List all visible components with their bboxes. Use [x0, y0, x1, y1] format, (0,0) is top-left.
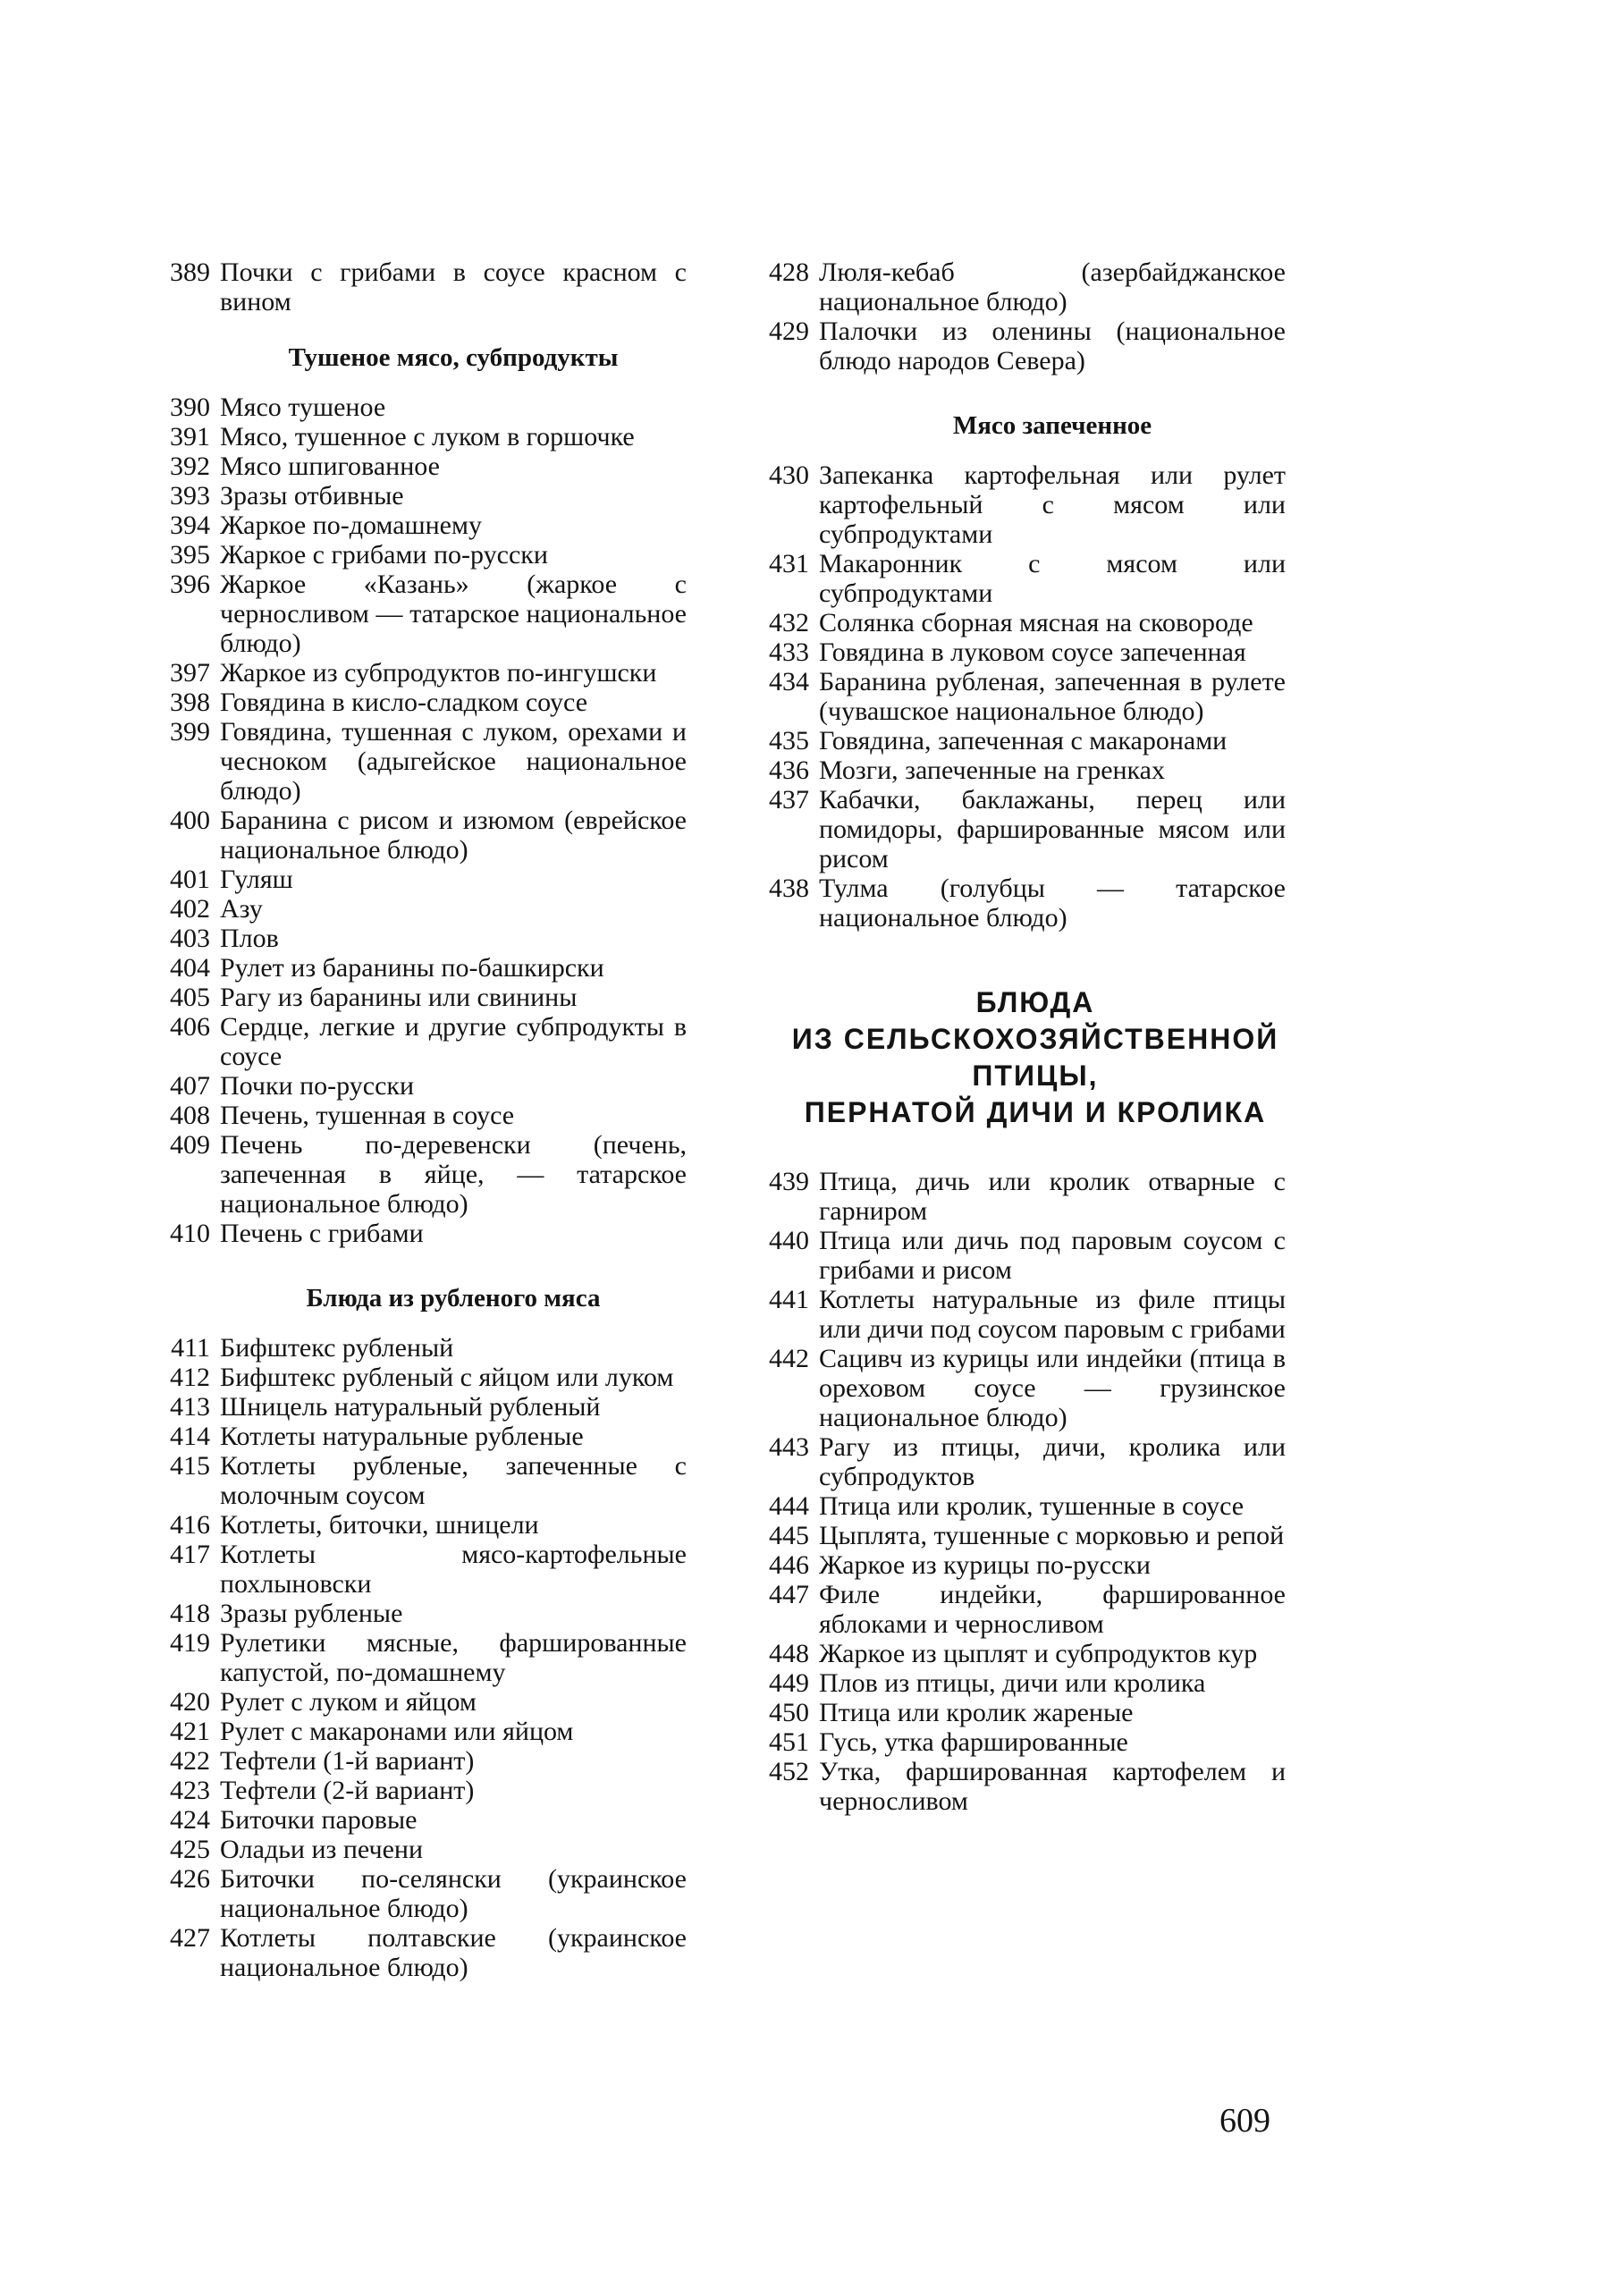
menu-entry — [150, 1392, 687, 1422]
entry-number: 442 — [769, 1344, 809, 1373]
menu-entry — [749, 1491, 1286, 1521]
entry-number: 448 — [769, 1639, 809, 1668]
entry-text: Гуляш — [220, 865, 293, 894]
menu-entry — [150, 1071, 687, 1101]
entry-text: Печень по-деревенски (печень, запеченная в яйце, — татарское национальное блюдо) — [220, 1130, 687, 1219]
menu-entry — [749, 608, 1286, 637]
menu-entry — [150, 1130, 687, 1219]
entry-number: 415 — [170, 1451, 210, 1481]
entry-number: 404 — [170, 953, 210, 983]
menu-entry — [749, 1550, 1286, 1580]
chapter-heading-line: ИЗ СЕЛЬСКОХОЗЯЙСТВЕННОЙ — [791, 1023, 1279, 1055]
menu-entry — [150, 953, 687, 983]
entry-text: Плов — [220, 924, 279, 953]
menu-entry — [150, 1835, 687, 1864]
entry-text: Биточки по-селянски (украинское национальное блюдо) — [220, 1864, 687, 1923]
menu-entry — [749, 1580, 1286, 1639]
entry-number: 397 — [170, 658, 210, 688]
menu-entry — [749, 317, 1286, 376]
entry-text: Котлеты рубленые, запеченные с молочным соусом — [220, 1451, 687, 1510]
entry-text: Говядина в кисло-сладком соусе — [220, 688, 588, 717]
entry-number: 434 — [769, 667, 809, 696]
entry-text: Мясо, тушенное с луком в горшочке — [220, 422, 635, 452]
menu-entry — [150, 1101, 687, 1130]
entry-text: Жаркое из субпродуктов по-ингушски — [220, 658, 657, 688]
entry-text: Зразы отбивные — [220, 481, 404, 511]
menu-entry — [150, 865, 687, 894]
entry-number: 441 — [769, 1285, 809, 1314]
entry-text: Филе индейки, фаршированное яблоками и черносливом — [819, 1580, 1286, 1639]
menu-entry — [749, 1521, 1286, 1550]
menu-entry — [749, 1344, 1286, 1432]
menu-entry — [749, 874, 1286, 933]
menu-entry — [749, 1639, 1286, 1668]
entry-number: 403 — [170, 924, 210, 953]
entry-number: 423 — [170, 1776, 210, 1805]
entry-number: 427 — [170, 1923, 210, 1953]
menu-entry — [749, 1285, 1286, 1344]
entry-number: 392 — [170, 452, 210, 481]
menu-entry — [150, 452, 687, 481]
entry-text: Кабачки, баклажаны, перец или помидоры, фаршированные мясом или рисом — [819, 785, 1286, 874]
entry-number: 395 — [170, 540, 210, 570]
chapter-heading — [749, 984, 1286, 1131]
entry-text: Рулет из баранины по-башкирски — [220, 953, 604, 983]
menu-entry — [150, 1923, 687, 1982]
entry-number: 437 — [769, 785, 809, 815]
entry-text: Почки по-русски — [220, 1071, 415, 1101]
entry-number: 420 — [170, 1687, 210, 1717]
entry-text: Рулетики мясные, фаршированные капустой, по-домашнему — [220, 1628, 687, 1687]
menu-entry — [150, 1219, 687, 1248]
entry-number: 408 — [170, 1101, 210, 1130]
entry-text: Плов из птицы, дичи или кролика — [819, 1668, 1206, 1698]
entry-text: Тефтели (1-й вариант) — [220, 1746, 475, 1776]
entry-number: 394 — [170, 511, 210, 540]
entry-number: 409 — [170, 1130, 210, 1160]
menu-entry — [749, 1668, 1286, 1698]
entry-number: 426 — [170, 1864, 210, 1894]
entry-text: Печень, тушенная в соусе — [220, 1101, 515, 1130]
entry-text: Говядина, запеченная с макаронами — [819, 726, 1228, 755]
entry-number: 406 — [170, 1012, 210, 1042]
entry-number: 407 — [170, 1071, 210, 1101]
entry-text: Котлеты натуральные из филе птицы или дичи под соусом паровым с грибами — [819, 1285, 1286, 1344]
entry-text: Зразы рубленые — [220, 1599, 403, 1628]
menu-entry — [749, 460, 1286, 549]
entry-number: 436 — [769, 755, 809, 785]
entry-text: Жаркое из цыплят и субпродуктов кур — [819, 1639, 1258, 1668]
entry-text: Запеканка картофельная или рулет картофельный с мясом или субпродуктами — [819, 460, 1286, 549]
entry-number: 391 — [170, 422, 210, 452]
menu-entry — [150, 1363, 687, 1392]
entry-text: Жаркое по-домашнему — [220, 511, 482, 540]
entry-number: 430 — [769, 460, 809, 490]
entry-number: 418 — [170, 1599, 210, 1628]
menu-entry — [150, 540, 687, 570]
entry-text: Гусь, утка фаршированные — [819, 1727, 1128, 1757]
entry-number: 389 — [170, 257, 210, 287]
entry-number: 450 — [769, 1698, 809, 1727]
menu-entry — [749, 755, 1286, 785]
entry-number: 424 — [170, 1805, 210, 1835]
entry-number: 413 — [170, 1392, 210, 1422]
chapter-heading-line: БЛЮДА — [975, 986, 1095, 1018]
menu-entry — [150, 1510, 687, 1540]
menu-entry — [749, 637, 1286, 667]
menu-entry — [150, 1333, 687, 1363]
entry-number: 416 — [170, 1510, 210, 1540]
entry-text: Шницель натуральный рубленый — [220, 1392, 601, 1422]
entry-number: 411 — [171, 1333, 210, 1363]
menu-entry — [150, 806, 687, 865]
entry-number: 435 — [769, 726, 809, 755]
entry-text: Азу — [220, 894, 263, 924]
entry-number: 443 — [769, 1432, 809, 1462]
entry-text: Котлеты натуральные рубленые — [220, 1422, 584, 1451]
menu-entry — [150, 1717, 687, 1746]
menu-entry — [150, 422, 687, 452]
entry-number: 438 — [769, 874, 809, 903]
menu-entry — [749, 1432, 1286, 1491]
menu-entry — [749, 1757, 1286, 1816]
entry-text: Палочки из оленины (национальное блюдо народов Севера) — [819, 317, 1286, 376]
entry-text: Птица или кролик, тушенные в соусе — [819, 1491, 1245, 1521]
menu-entry — [150, 481, 687, 511]
menu-entry — [150, 511, 687, 540]
menu-entry — [749, 726, 1286, 755]
entry-text: Бифштекс рубленый с яйцом или луком — [220, 1363, 674, 1392]
entry-number: 412 — [170, 1363, 210, 1392]
menu-entry — [150, 1422, 687, 1451]
entry-text: Котлеты, биточки, шницели — [220, 1510, 539, 1540]
menu-entry — [150, 1451, 687, 1510]
menu-entry — [749, 667, 1286, 726]
menu-entry — [150, 688, 687, 717]
entry-text: Говядина, тушенная с луком, орехами и чесноком (адыгейское национальное блюдо) — [220, 717, 687, 806]
entry-number: 449 — [769, 1668, 809, 1698]
entry-number: 440 — [769, 1226, 809, 1255]
entry-number: 425 — [170, 1835, 210, 1864]
entry-text: Тулма (голубцы — татарское национальное блюдо) — [819, 874, 1286, 933]
entry-text: Баранина с рисом и изюмом (еврейское национальное блюдо) — [220, 806, 687, 865]
entry-text: Рагу из баранины или свинины — [220, 983, 578, 1012]
entry-text: Жаркое из курицы по-русски — [819, 1550, 1151, 1580]
entry-text: Баранина рубленая, запеченная в рулете (чувашское национальное блюдо) — [819, 667, 1286, 726]
entry-number: 390 — [170, 393, 210, 422]
menu-entry — [150, 1864, 687, 1923]
entry-text: Оладьи из печени — [220, 1835, 423, 1864]
entry-text: Утка, фаршированная картофелем и черносливом — [819, 1757, 1286, 1816]
entry-text: Жаркое с грибами по-русски — [220, 540, 548, 570]
entry-text: Птица или дичь под паровым соусом с грибами и рисом — [819, 1226, 1286, 1285]
section-subheading: Блюда из рубленого мяса — [306, 1284, 601, 1313]
entry-number: 402 — [170, 894, 210, 924]
menu-entry — [749, 549, 1286, 608]
entry-number: 421 — [170, 1717, 210, 1746]
menu-entry — [749, 1226, 1286, 1285]
entry-text: Тефтели (2-й вариант) — [220, 1776, 475, 1805]
entry-text: Мозги, запеченные на гренках — [819, 755, 1165, 785]
entry-text: Сацивч из курицы или индейки (птица в ореховом соусе — грузинское национальное блюдо) — [819, 1344, 1286, 1432]
entry-text: Бифштекс рубленый — [220, 1333, 454, 1363]
entry-number: 401 — [170, 865, 210, 894]
chapter-heading-line: ПТИЦЫ, — [972, 1059, 1099, 1092]
menu-entry — [749, 785, 1286, 874]
entry-number: 433 — [769, 637, 809, 667]
section-subheading: Тушеное мясо, субпродукты — [288, 343, 619, 372]
entry-number: 452 — [769, 1757, 809, 1786]
menu-entry — [150, 1012, 687, 1071]
entry-text: Сердце, легкие и другие субпродукты в соусе — [220, 1012, 687, 1071]
page-number: 609 — [1219, 2102, 1270, 2140]
entry-number: 414 — [170, 1422, 210, 1451]
left-column — [150, 257, 687, 1982]
entry-number: 398 — [170, 688, 210, 717]
entry-number: 393 — [170, 481, 210, 511]
entry-text: Цыплята, тушенные с морковью и репой — [819, 1521, 1285, 1550]
entry-number: 419 — [170, 1628, 210, 1658]
entry-text: Птица, дичь или кролик отварные с гарниром — [819, 1167, 1286, 1226]
section-subheading: Мясо запеченное — [952, 411, 1152, 440]
entry-text: Рагу из птицы, дичи, кролика или субпродуктов — [819, 1432, 1286, 1491]
menu-entry — [150, 924, 687, 953]
entry-text: Котлеты полтавские (украинское национальное блюдо) — [220, 1923, 687, 1982]
menu-entry — [150, 1628, 687, 1687]
entry-number: 396 — [170, 570, 210, 599]
menu-entry — [150, 1687, 687, 1717]
entry-text: Биточки паровые — [220, 1805, 418, 1835]
entry-number: 447 — [769, 1580, 809, 1609]
entry-number: 431 — [769, 549, 809, 578]
entry-text: Мясо шпигованное — [220, 452, 440, 481]
menu-entry — [150, 1805, 687, 1835]
menu-entry — [150, 658, 687, 688]
entry-text: Почки с грибами в соусе красном с вином — [220, 257, 687, 317]
entry-number: 400 — [170, 806, 210, 835]
entry-number: 405 — [170, 983, 210, 1012]
menu-entry — [150, 1776, 687, 1805]
entry-text: Жаркое «Казань» (жаркое с черносливом — татарское национальное блюдо) — [220, 570, 687, 658]
entry-number: 428 — [769, 257, 809, 287]
entry-number: 451 — [769, 1727, 809, 1757]
menu-entry — [150, 717, 687, 806]
entry-text: Мясо тушеное — [220, 393, 386, 422]
menu-entry — [150, 1540, 687, 1599]
chapter-heading-line: ПЕРНАТОЙ ДИЧИ И КРОЛИКА — [804, 1096, 1267, 1128]
entry-text: Макаронник с мясом или субпродуктами — [819, 549, 1286, 608]
entry-number: 399 — [170, 717, 210, 747]
menu-entry — [150, 257, 687, 317]
entry-number: 410 — [170, 1219, 210, 1248]
entry-number: 439 — [769, 1167, 809, 1196]
menu-entry — [749, 257, 1286, 317]
menu-entry — [150, 983, 687, 1012]
menu-entry — [749, 1167, 1286, 1226]
right-column — [749, 257, 1286, 1816]
entry-number: 429 — [769, 317, 809, 346]
menu-entry — [150, 1746, 687, 1776]
entry-text: Птица или кролик жареные — [819, 1698, 1134, 1727]
menu-entry — [150, 894, 687, 924]
entry-number: 445 — [769, 1521, 809, 1550]
entry-text: Печень с грибами — [220, 1219, 424, 1248]
entry-text: Люля-кебаб (азербайджанское национальное блюдо) — [819, 257, 1286, 317]
entry-number: 444 — [769, 1491, 809, 1521]
entry-number: 417 — [170, 1540, 210, 1569]
menu-entry — [749, 1727, 1286, 1757]
entry-text: Солянка сборная мясная на сковороде — [819, 608, 1253, 637]
entry-number: 422 — [170, 1746, 210, 1776]
menu-entry — [749, 1698, 1286, 1727]
entry-number: 432 — [769, 608, 809, 637]
entry-text: Рулет с луком и яйцом — [220, 1687, 477, 1717]
menu-entry — [150, 393, 687, 422]
entry-text: Котлеты мясо-картофельные похлыновски — [220, 1540, 687, 1599]
menu-entry — [150, 1599, 687, 1628]
menu-entry — [150, 570, 687, 658]
entry-text: Рулет с макаронами или яйцом — [220, 1717, 574, 1746]
entry-text: Говядина в луковом соусе запеченная — [819, 637, 1246, 667]
entry-number: 446 — [769, 1550, 809, 1580]
